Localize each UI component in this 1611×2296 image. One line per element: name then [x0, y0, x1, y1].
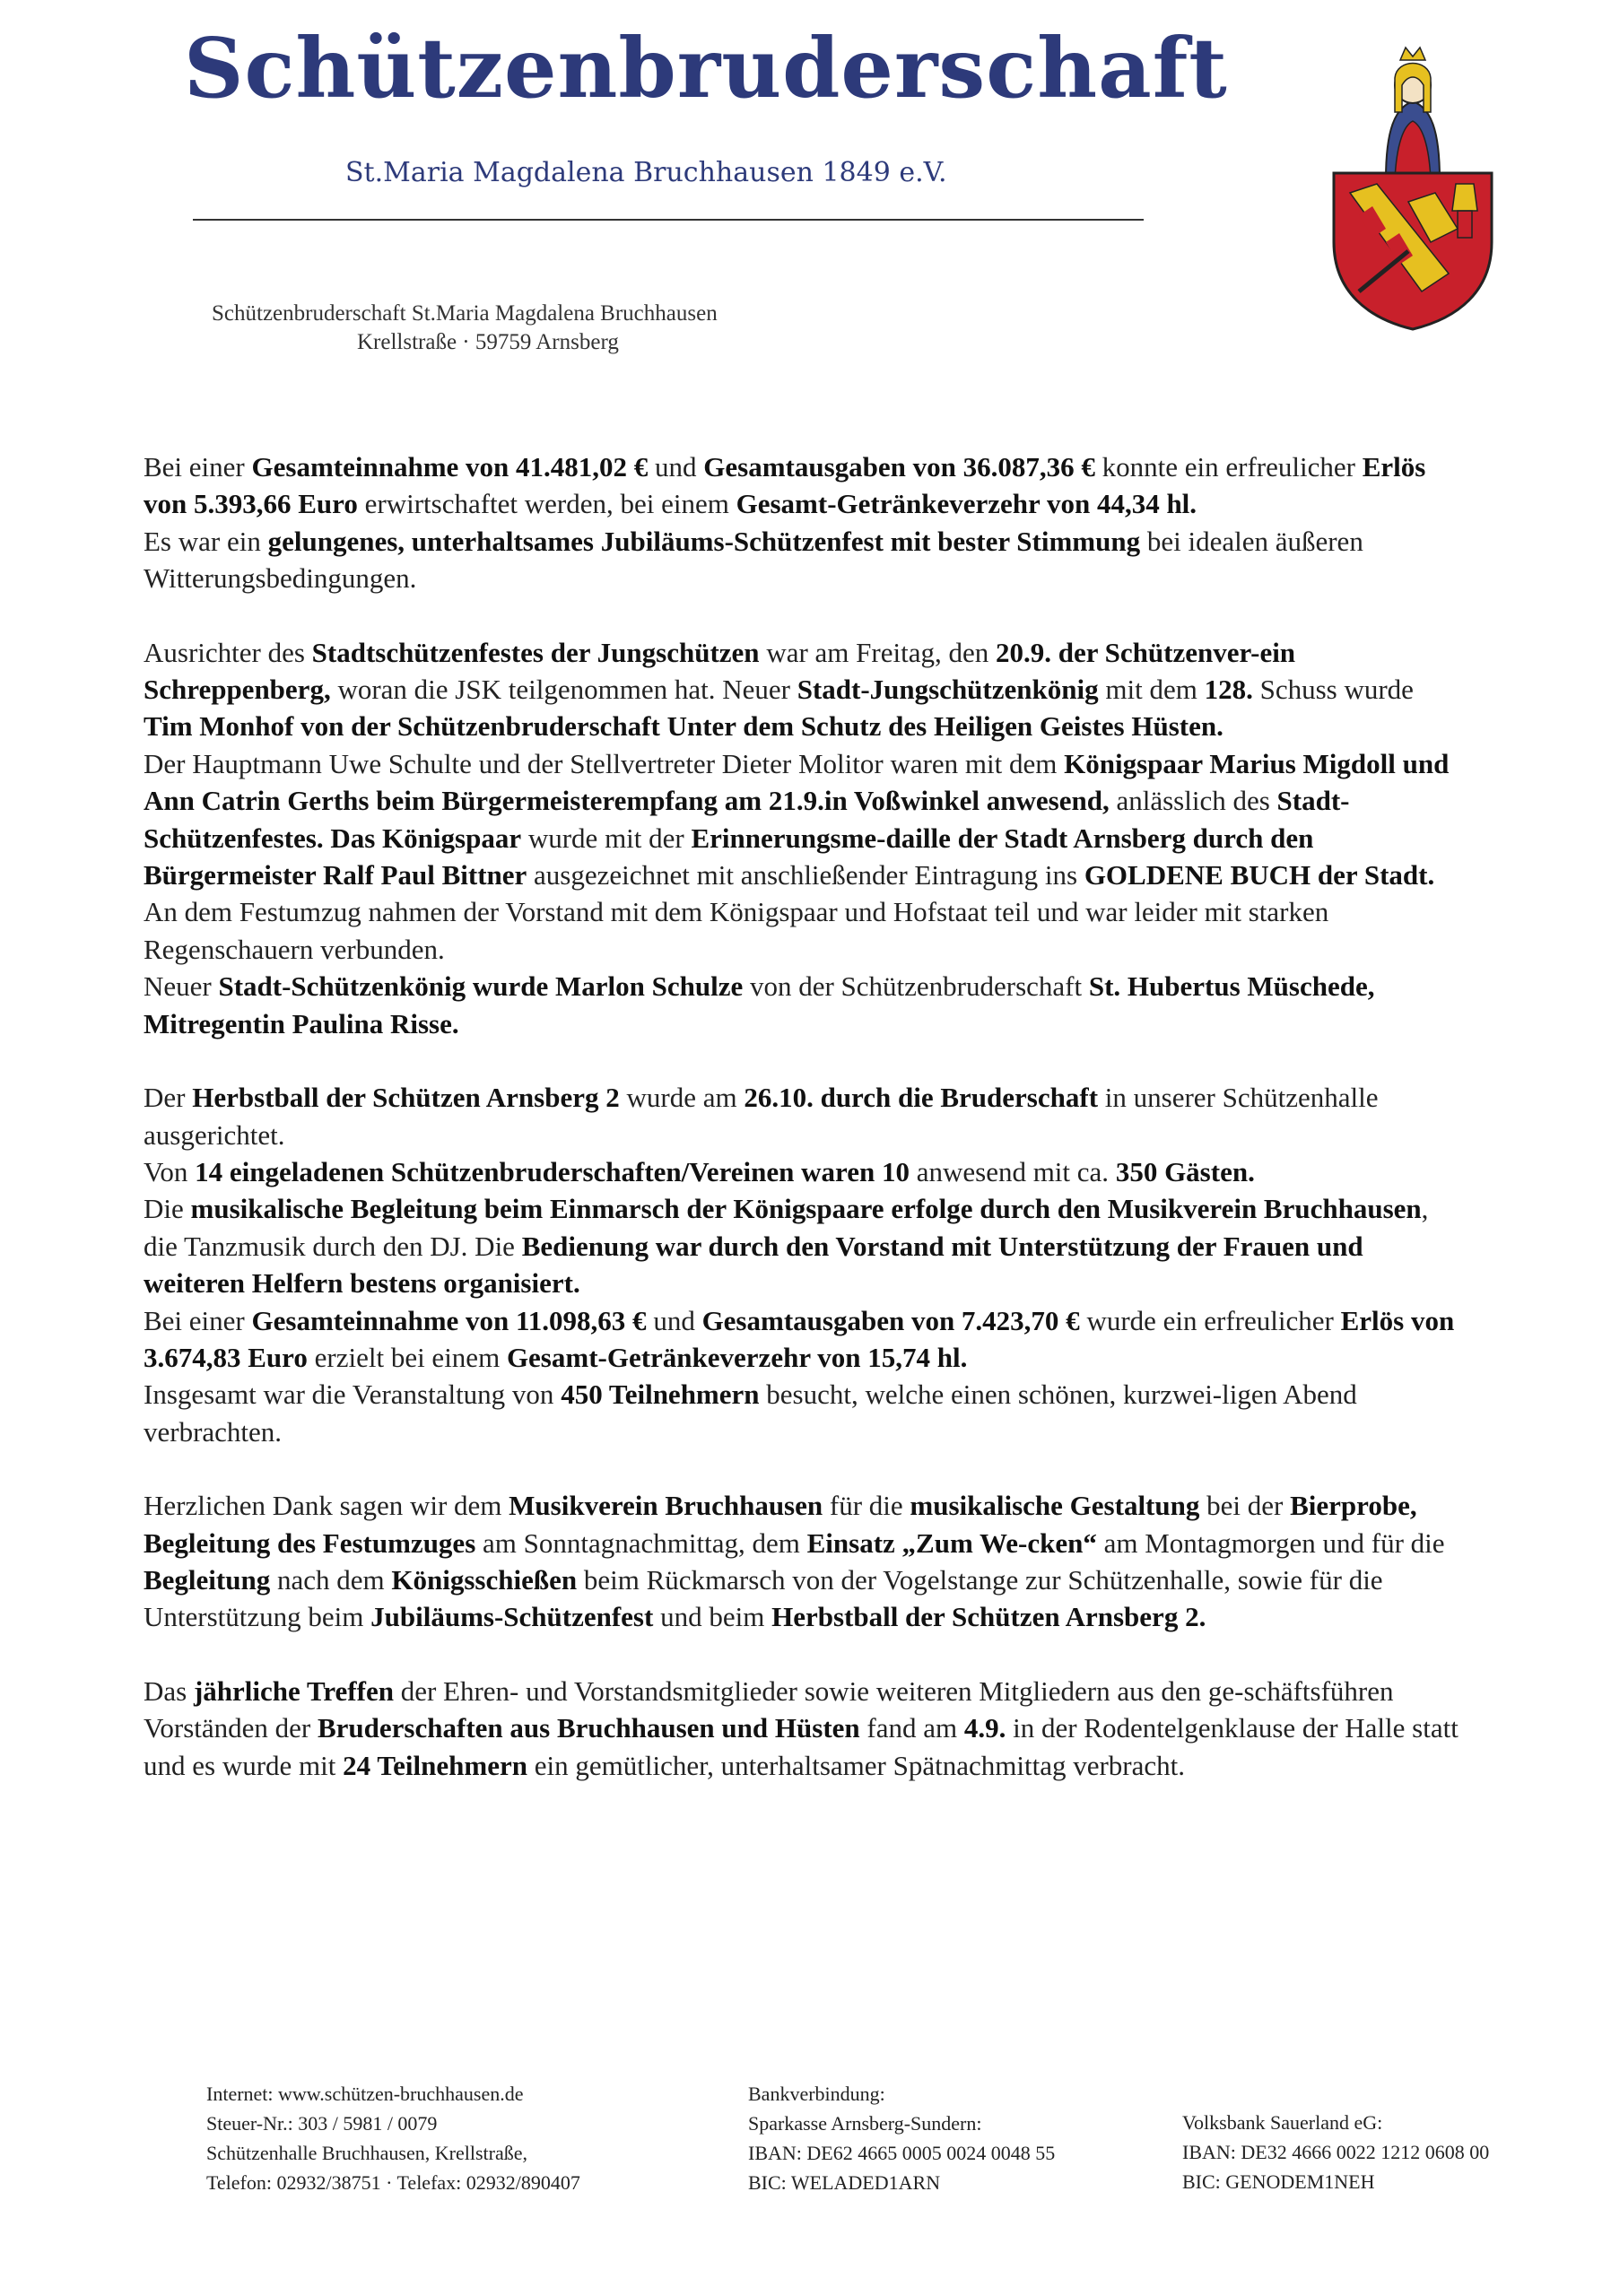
bold-run: Bruderschaften aus Bruchhausen und Hüsten — [318, 1712, 860, 1744]
text-run: in der Rodentelgenklause der Halle statt und es wurde mit — [144, 1712, 1459, 1781]
bold-run: Gesamtausgaben von 36.087,36 € — [703, 451, 1095, 483]
text-run: am Montagmorgen und für die — [1096, 1526, 1445, 1559]
bold-run: Herbstball der Schützen Arnsberg 2 — [192, 1082, 620, 1114]
bold-run: Königspaar Marius Migdoll und Ann Catrin Gerths beim Bürgermeisterempfang am 21.9.in Voßwinkel anwesend, — [144, 747, 1450, 817]
text-run: Neuer — [144, 970, 219, 1003]
footer-line: Sparkasse Arnsberg-Sundern: — [748, 2112, 982, 2135]
text-run: in unserer Schützenhalle ausgerichtet. — [144, 1082, 1379, 1151]
bold-run: Bedienung war durch den Vorstand mit Unterstützung der Frauen und weiteren Helfern bestens organisiert. — [144, 1230, 1363, 1300]
footer-line: Bankverbindung: — [748, 2083, 885, 2105]
header-divider — [193, 219, 1144, 221]
text-run — [814, 1082, 821, 1113]
footer-bank-sparkasse — [748, 2079, 1055, 2197]
bold-run: Bierprobe, Begleitung des Festumzuges — [144, 1490, 1417, 1559]
text-run: mit dem — [1098, 674, 1205, 706]
bold-run: der Schützenver-ein Schreppenberg, — [144, 636, 1296, 706]
bold-run: Gesamteinnahme von 11.098,63 € — [251, 1304, 647, 1336]
bold-run: Königsschießen — [391, 1563, 578, 1596]
paragraph-stadtschuetzenfest — [144, 634, 1462, 1042]
footer-line: Schützenhalle Bruchhausen, Krellstraße, — [206, 2142, 527, 2164]
sender-line-1: Schützenbruderschaft St.Maria Magdalena Bruchhausen — [212, 301, 718, 326]
bold-run: durch die Bruderschaft — [820, 1082, 1099, 1114]
bold-run: musikalische Gestaltung — [910, 1490, 1200, 1522]
bold-run: 4.9. — [963, 1712, 1006, 1744]
text-run: An dem Festumzug nahmen der Vorstand mit dem Königspaar und Hofstaat teil und war leider mit starken Regenschauern verbunden. — [144, 896, 1329, 965]
bold-run: Gesamt-Getränkeverzehr von 15,74 hl. — [506, 1341, 968, 1373]
bold-run: Stadt-Schützenkönig wurde Marlon Schulze — [218, 970, 744, 1003]
paragraph-schuetzenfest — [144, 448, 1462, 597]
bold-run: 26.10. — [744, 1082, 814, 1114]
paragraph-treffen — [144, 1673, 1462, 1784]
text-run: Bei einer — [144, 451, 252, 483]
bold-run: Gesamt-Getränkeverzehr von 44,34 hl. — [736, 488, 1197, 520]
crest-icon — [1323, 22, 1502, 332]
sender-line-2: Krellstraße · 59759 Arnsberg — [357, 330, 619, 354]
bold-run: gelungenes, unterhaltsames Jubiläums-Schützenfest mit bester Stimmung — [267, 525, 1141, 557]
footer-line: Internet: www.schützen-bruchhausen.de — [206, 2083, 524, 2105]
footer-bank-volksbank — [1182, 2108, 1489, 2196]
text-run: bei der — [1199, 1490, 1291, 1522]
bold-run: Musikverein Bruchhausen — [509, 1490, 823, 1522]
text-run: beim Rückmarsch von der Vogelstange zur Schützenhalle, sowie für die Unterstützung beim — [144, 1563, 1383, 1633]
footer-line: Steuer-Nr.: 303 / 5981 / 0079 — [206, 2112, 438, 2135]
text-run: wurde mit der — [521, 822, 692, 854]
text-run: nach dem — [270, 1563, 392, 1596]
bold-run: musikalische Begleitung beim Einmarsch der Königspaare erfolge durch den Musikverein Bruchhausen — [190, 1193, 1422, 1225]
bold-run: Tim Monhof von der Schützenbruderschaft Unter dem Schutz des Heiligen Geistes Hüsten. — [144, 710, 1223, 743]
text-run: anlässlich des — [1109, 785, 1277, 817]
bold-run: Begleitung — [144, 1563, 271, 1596]
text-run: und beim — [653, 1601, 772, 1633]
letterhead-title: Schützenbruderschaft — [184, 20, 1228, 117]
bold-run: Erinnerungsme-daille der Stadt Arnsberg durch den Bürgermeister Ralf Paul Bittner — [144, 822, 1314, 891]
bold-run: Stadt-Jungschützenkönig — [797, 674, 1099, 706]
text-run: konnte ein erfreulicher — [1094, 451, 1363, 483]
text-run: von der Schützenbruderschaft — [743, 970, 1089, 1003]
bold-run: 20.9. — [995, 636, 1051, 668]
text-run: für die — [823, 1490, 910, 1522]
bold-run: GOLDENE BUCH der Stadt. — [1084, 859, 1435, 891]
footer-line: Telefon: 02932/38751 · Telefax: 02932/890407 — [206, 2171, 580, 2194]
text-run: besucht, welche einen schönen, kurzwei-ligen Abend verbrachten. — [144, 1378, 1357, 1448]
bold-run: Einsatz „Zum We-cken“ — [806, 1526, 1097, 1559]
text-run: erzielt bei einem — [307, 1341, 507, 1373]
text-run: wurde am — [619, 1082, 745, 1114]
text-run: am Sonntagnachmittag, dem — [475, 1526, 807, 1559]
text-run: Bei einer — [144, 1304, 252, 1336]
bold-run: jährliche Treffen — [193, 1674, 394, 1707]
bold-run: Gesamteinnahme von 41.481,02 € — [251, 451, 649, 483]
letter-body — [144, 448, 1462, 1784]
bold-run: Stadt-Schützenfestes. — [144, 785, 1350, 854]
bold-run: St. Hubertus Müschede, Mitregentin Paulina Risse. — [144, 970, 1375, 1039]
bold-run: 128. — [1204, 674, 1253, 706]
footer-line: BIC: WELADED1ARN — [748, 2171, 941, 2194]
text-run: ausgezeichnet mit anschließender Eintragung ins — [527, 859, 1084, 891]
text-run: Das — [144, 1674, 194, 1707]
text-run: , die Tanzmusik durch den DJ. Die — [144, 1193, 1429, 1262]
text-run: bei idealen äußeren Witterungsbedingungen. — [144, 525, 1363, 595]
footer-line: IBAN: DE32 4666 0022 1212 0608 00 — [1182, 2141, 1490, 2163]
text-run: woran die JSK teilgenommen hat. Neuer — [330, 674, 797, 706]
bold-run: Erlös von 3.674,83 Euro — [144, 1304, 1455, 1373]
footer-contact — [206, 2079, 580, 2197]
sender-address — [212, 300, 718, 357]
bold-run: Stadtschützenfestes der Jungschützen — [311, 636, 760, 668]
bold-run: 350 Gästen. — [1115, 1155, 1255, 1187]
text-run: Ausrichter des — [144, 636, 312, 668]
text-run: Herzlichen Dank sagen wir dem — [144, 1490, 509, 1522]
footer-line: IBAN: DE62 4665 0005 0024 0048 55 — [748, 2142, 1056, 2164]
bold-run: 24 Teilnehmern — [343, 1749, 527, 1781]
text-run — [1051, 637, 1058, 668]
text-run: Es war ein — [144, 525, 268, 557]
text-run: Die — [144, 1193, 191, 1225]
text-run: anwesend mit ca. — [909, 1155, 1116, 1187]
bold-run: 450 Teilnehmern — [561, 1378, 760, 1411]
bold-run: 14 eingeladenen Schützenbruderschaften/Vereinen waren 10 — [195, 1155, 910, 1187]
text-run: und — [646, 1304, 702, 1336]
text-run: fand am — [859, 1712, 964, 1744]
text-run: Insgesamt war die Veranstaltung von — [144, 1378, 562, 1411]
text-run: wurde ein erfreulicher — [1079, 1304, 1341, 1336]
text-run: Schuss wurde — [1252, 674, 1414, 706]
bold-run: Jubiläums-Schützenfest — [370, 1601, 654, 1633]
footer-line: BIC: GENODEM1NEH — [1182, 2170, 1375, 2193]
text-run: und — [648, 451, 704, 483]
bold-run: Gesamtausgaben von 7.423,70 € — [701, 1304, 1080, 1336]
bold-run: Erlös von 5.393,66 Euro — [144, 451, 1426, 520]
text-run: der Ehren- und Vorstandsmitglieder sowie weiteren Mitgliedern aus den ge-schäftsführen Vorständen der — [144, 1674, 1394, 1744]
text-run: Der Hauptmann Uwe Schulte und der Stellvertreter Dieter Molitor waren mit dem — [144, 747, 1065, 779]
text-run: Von — [144, 1155, 196, 1187]
letterhead-subtitle: St.Maria Magdalena Bruchhausen 1849 e.V. — [345, 157, 947, 188]
bold-run: Herbstball der Schützen Arnsberg 2. — [771, 1601, 1206, 1633]
text-run: war am Freitag, den — [759, 636, 996, 668]
paragraph-dank — [144, 1487, 1462, 1636]
bold-run: Das Königspaar — [330, 822, 522, 854]
paragraph-herbstball — [144, 1079, 1462, 1450]
footer-line: Volksbank Sauerland eG: — [1182, 2111, 1383, 2134]
text-run: Der — [144, 1082, 193, 1114]
text-run: ein gemütlicher, unterhaltsamer Spätnachmittag verbracht. — [527, 1749, 1185, 1781]
text-run: erwirtschaftet werden, bei einem — [357, 488, 736, 520]
